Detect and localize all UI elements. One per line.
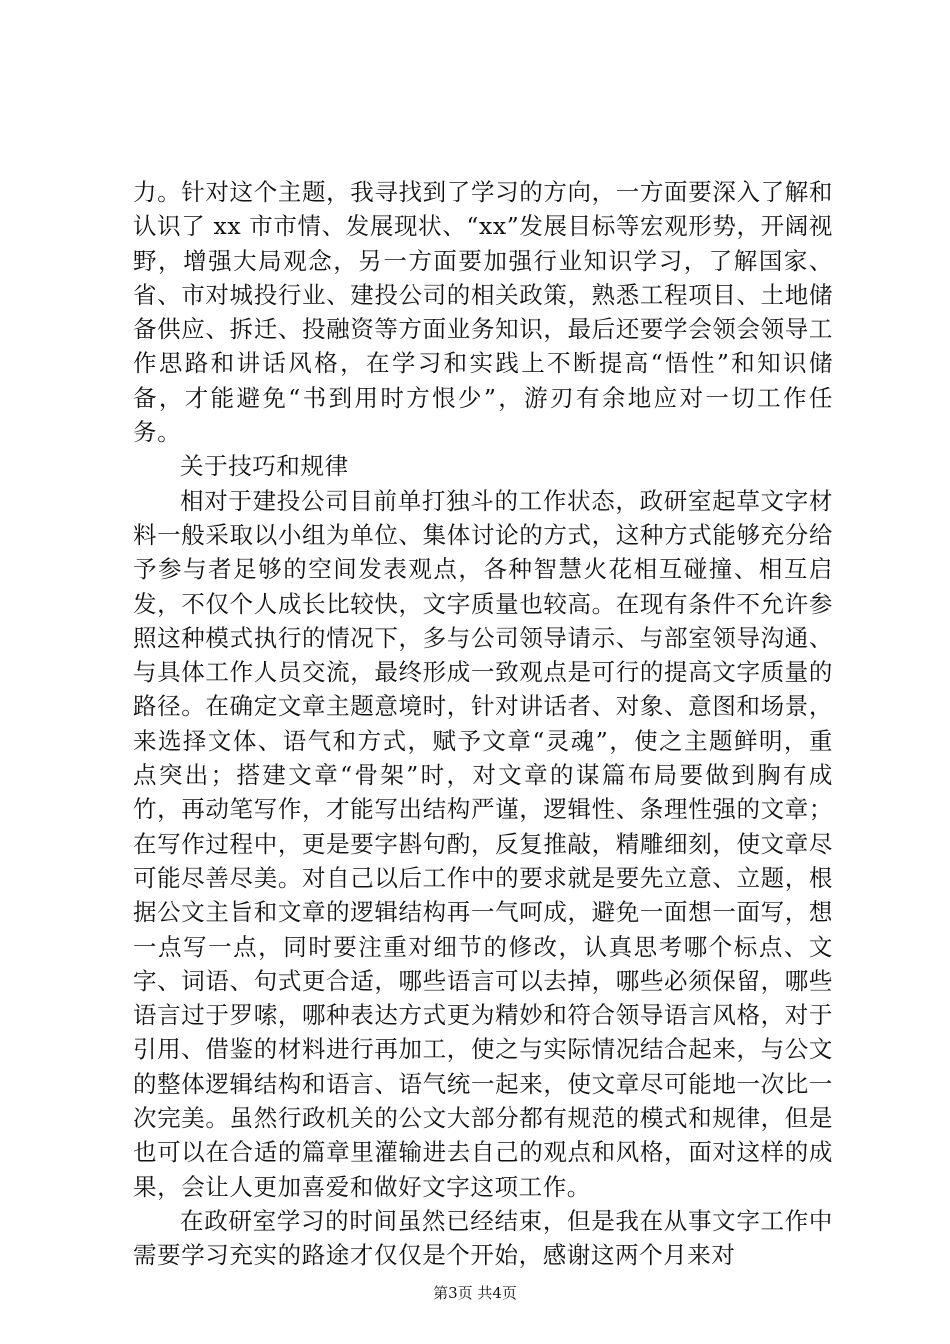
section-heading: 关于技巧和规律 [180, 452, 349, 481]
paragraph-continuation: 力。针对这个主题，我寻找到了学习的方向，一方面要深入了解和认识了 xx 市市情、发展现状、“xx”发展目标等宏观形势，开阔视野，增强大局观念，另一方面要加强行业知识学习，了解国家、省、市对城投行业、建投公司的相关政策，熟悉工程项目、土地储备供应、拆迁、投融资等方面业务知识，最后还要学会领会领导工作思路和讲话风格，在学习和实践上不断提高“悟性”和知识储备，才能避免“书到用时方恨少”，游刃有余地应对一切工作任务。 [133, 178, 833, 447]
page-footer: 第3页 共4页 [433, 1284, 517, 1302]
paragraph-skills: 相对于建投公司目前单打独斗的工作状态，政研室起草文字材料一般采取以小组为单位、集体讨论的方式，这种方式能够充分给予参与者足够的空间发表观点，各种智慧火花相互碰撞、相互启发，不仅个人成长比较快，文字质量也较高。在现有条件不允许参照这种模式执行的情况下，多与公司领导请示、与部室领导沟通、与具体工作人员交流，最终形成一致观点是可行的提高文字质量的路径。在确定文章主题意境时，针对讲话者、对象、意图和场景，来选择文体、语气和方式，赋予文章“灵魂”，使之主题鲜明，重点突出；搭建文章“骨架”时，对文章的谋篇布局要做到胸有成竹，再动笔写作，才能写出结构严谨，逻辑性、条理性强的文章；在写作过程中，更是要字斟句酌，反复推敲，精雕细刻，使文章尽可能尽善尽美。对自己以后工作中的要求就是要先立意、立题，根据公文主旨和文章的逻辑结构再一气呵成，避免一面想一面写，想一点写一点，同时要注重对细节的修改，认真思考哪个标点、文字、词语、句式更合适，哪些语言可以去掉，哪些必须保留，哪些语言过于罗嗦，哪种表达方式更为精妙和符合领导语言风格，对于引用、借鉴的材料进行再加工，使之与实际情况结合起来，与公文的整体逻辑结构和语言、语气统一起来，使文章尽可能地一次比一次完美。虽然行政机关的公文大部分都有规范的模式和规律，但是也可以在合适的篇章里灌输进去自己的观点和风格，面对这样的成果，会让人更加喜爱和做好文字这项工作。 [133, 486, 833, 1201]
paragraph-closing: 在政研室学习的时间虽然已经结束，但是我在从事文字工作中需要学习充实的路途才仅仅是个开始，感谢这两个月来对 [133, 1206, 833, 1270]
document-body [133, 175, 833, 1273]
